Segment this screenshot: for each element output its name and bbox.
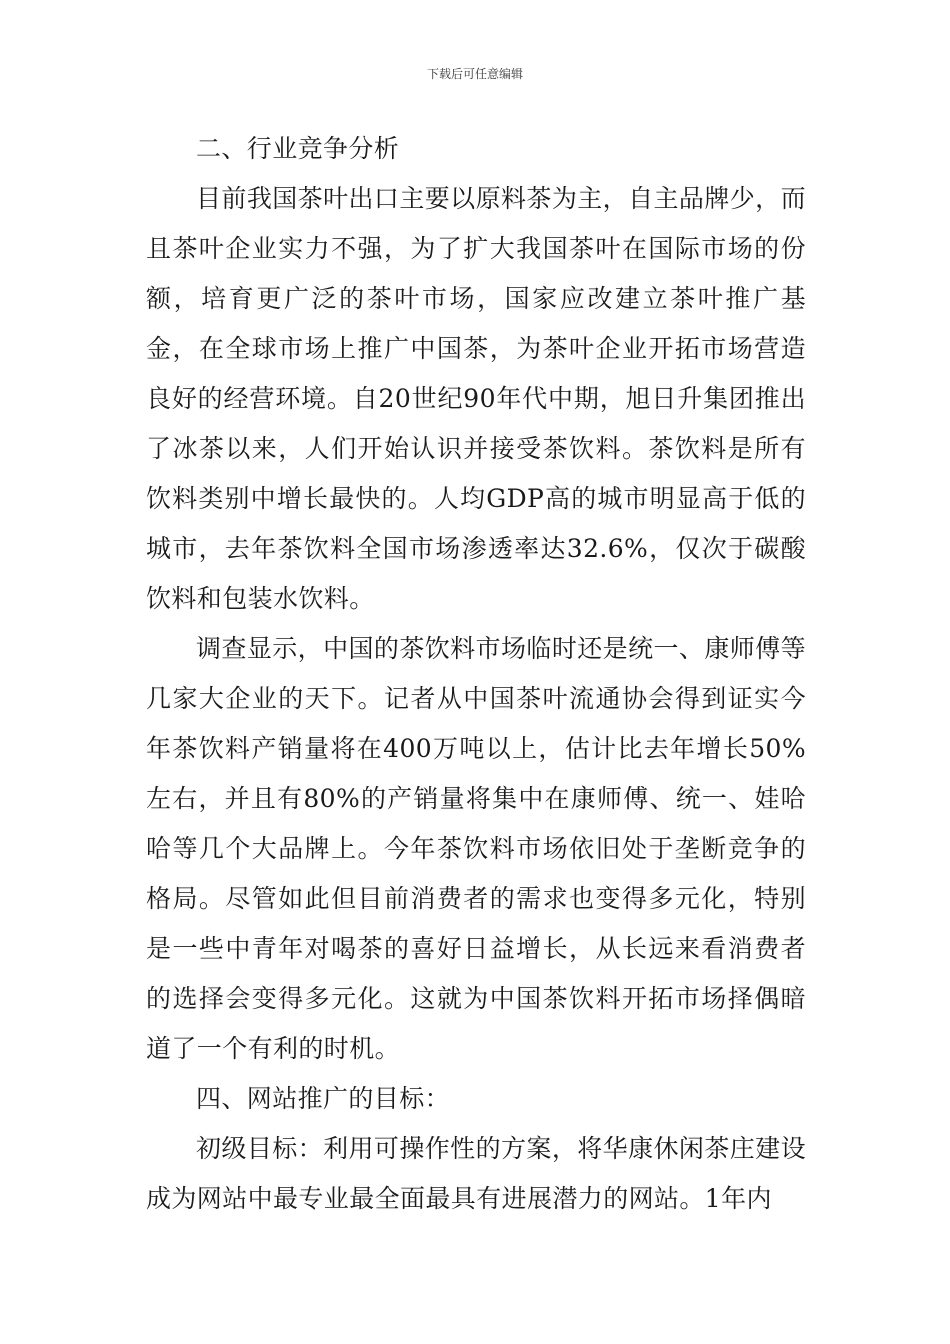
paragraph-market-survey: 调查显示，中国的茶饮料市场临时还是统一、康师傅等几家大企业的天下。记者从中国茶叶流通协会得到证实今年茶饮料产销量将在400万吨以上，估计比去年增长50%左右，并且有80%的产销量将集中在康师傅、统一、娃哈哈等几个大品牌上。今年茶饮料市场依旧处于垄断竞争的格局。尽管如此但目前消费者的需求也变得多元化，特别是一些中青年对喝茶的喜好日益增长，从长远来看消费者的选择会变得多元化。这就为中国茶饮料开拓市场择偶暗道了一个有利的时机。 xyxy=(146,634,806,1063)
paragraph-tea-export: 目前我国茶叶出口主要以原料茶为主，自主品牌少，而且茶叶企业实力不强，为了扩大我国茶叶在国际市场的份额，培育更广泛的茶叶市场，国家应改建立茶叶推广基金，在全球市场上推广中国茶，为茶叶企业开拓市场营造良好的经营环境。自20世纪90年代中期，旭日升集团推出了冰茶以来，人们开始认识并接受茶饮料。茶饮料是所有饮料类别中增长最快的。人均GDP高的城市明显高于低的城市，去年茶饮料全国市场渗透率达32.6%，仅次于碳酸饮料和包装水饮料。 xyxy=(146,184,806,613)
section-heading-promotion-goals: 四、网站推广的目标： xyxy=(196,1084,451,1113)
section-heading-industry-competition: 二、行业竞争分析 xyxy=(196,134,400,163)
document-body xyxy=(146,124,806,1224)
paragraph-initial-goal: 初级目标：利用可操作性的方案，将华康休闲茶庄建设成为网站中最专业最全面最具有进展潜力的网站。1年内 xyxy=(146,1134,806,1213)
page-header: 下载后可任意编辑 xyxy=(426,67,523,81)
